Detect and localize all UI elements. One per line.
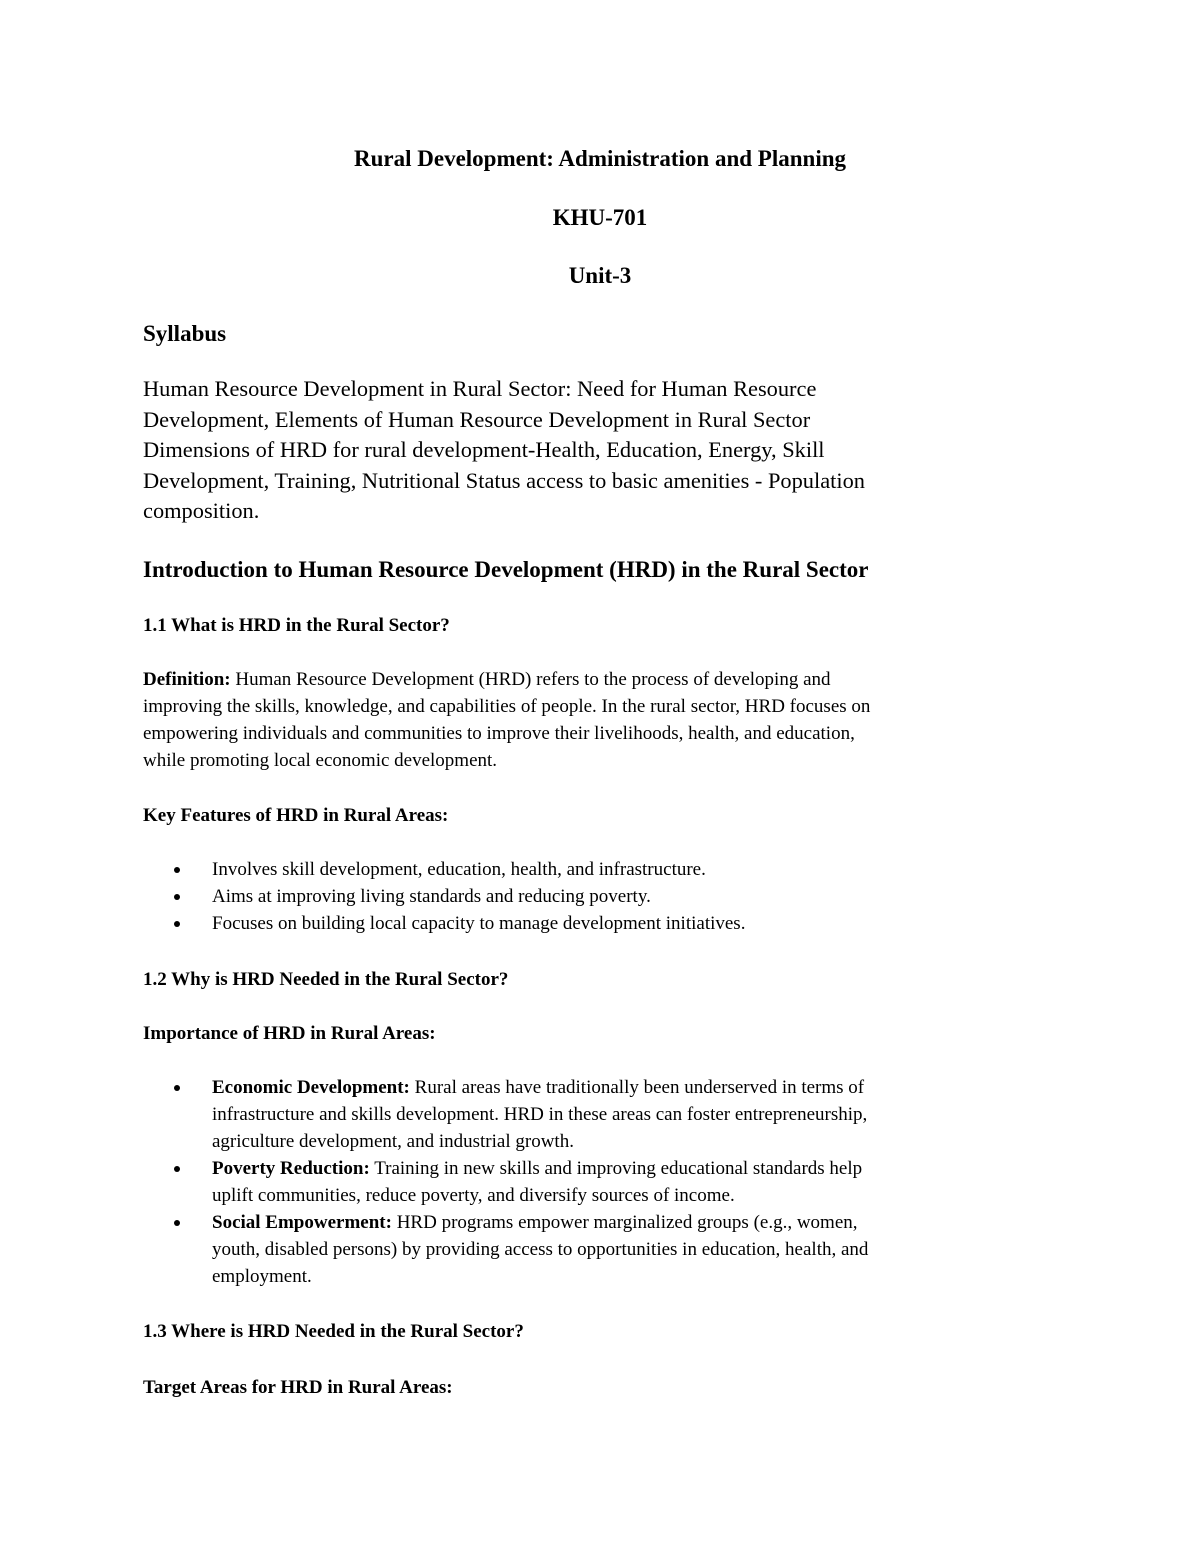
key-features-list [143, 856, 1083, 937]
bullet-icon [174, 1085, 180, 1091]
unit-label: Unit-3 [568, 263, 632, 288]
list-item [143, 883, 1083, 910]
definition-label: Definition: [143, 669, 231, 690]
item-text: infrastructure and skills development. HRD in these areas can foster entrepreneurship, [212, 1104, 868, 1125]
key-features-heading: Key Features of HRD in Rural Areas: [143, 805, 449, 826]
importance-list [143, 1074, 1083, 1290]
target-areas-heading: Target Areas for HRD in Rural Areas: [143, 1377, 453, 1398]
definition-line: empowering individuals and communities to improve their livelihoods, health, and education, [143, 723, 855, 744]
section-1-1-heading: 1.1 What is HRD in the Rural Sector? [143, 615, 450, 636]
list-item [143, 910, 1083, 937]
item-label: Economic Development: [212, 1077, 410, 1098]
list-item [143, 1155, 1083, 1209]
list-item [143, 1074, 1083, 1155]
syllabus-line: Dimensions of HRD for rural development-Health, Education, Energy, Skill [143, 437, 825, 462]
syllabus-line: Development, Training, Nutritional Status access to basic amenities - Population [143, 467, 865, 493]
intro-heading: Introduction to Human Resource Development (HRD) in the Rural Sector [143, 557, 869, 582]
importance-heading: Importance of HRD in Rural Areas: [143, 1023, 436, 1044]
item-text: employment. [212, 1266, 312, 1287]
syllabus-line: composition. [143, 498, 260, 523]
syllabus-line: Development, Elements of Human Resource Development in Rural Sector [143, 406, 811, 432]
definition-paragraph [143, 666, 1073, 774]
item-label: Social Empowerment: [212, 1212, 392, 1233]
definition-line: while promoting local economic development. [143, 750, 498, 771]
syllabus-heading: Syllabus [143, 321, 227, 346]
syllabus-line: Human Resource Development in Rural Sector: Need for Human Resource [143, 376, 817, 401]
bullet-icon [174, 894, 180, 900]
course-code: KHU-701 [552, 205, 648, 230]
definition-line: Human Resource Development (HRD) refers to the process of developing and [230, 669, 831, 690]
item-text: Training in new skills and improving educational standards help [369, 1158, 863, 1179]
bullet-icon [174, 867, 180, 873]
syllabus-text [143, 374, 1023, 527]
item-text: uplift communities, reduce poverty, and diversify sources of income. [212, 1185, 735, 1206]
section-1-3-heading: 1.3 Where is HRD Needed in the Rural Sector? [143, 1321, 524, 1342]
item-text: Rural areas have traditionally been underserved in terms of [409, 1077, 865, 1098]
item-text: youth, disabled persons) by providing access to opportunities in education, health, and [212, 1239, 869, 1260]
list-item [143, 856, 1083, 883]
bullet-icon [174, 1220, 180, 1226]
bullet-icon [174, 1166, 180, 1172]
definition-line: improving the skills, knowledge, and capabilities of people. In the rural sector, HRD focuses on [143, 696, 871, 717]
item-label: Poverty Reduction: [212, 1158, 370, 1179]
item-text: HRD programs empower marginalized groups (e.g., women, [391, 1212, 858, 1233]
section-1-2-heading: 1.2 Why is HRD Needed in the Rural Sector? [143, 969, 509, 990]
list-item-text: Aims at improving living standards and reducing poverty. [212, 886, 651, 907]
document-title: Rural Development: Administration and Planning [354, 146, 846, 171]
list-item-text: Focuses on building local capacity to manage development initiatives. [212, 913, 746, 934]
list-item-text: Involves skill development, education, health, and infrastructure. [212, 859, 706, 880]
list-item [143, 1209, 1083, 1290]
item-text: agriculture development, and industrial growth. [212, 1131, 574, 1152]
bullet-icon [174, 921, 180, 927]
